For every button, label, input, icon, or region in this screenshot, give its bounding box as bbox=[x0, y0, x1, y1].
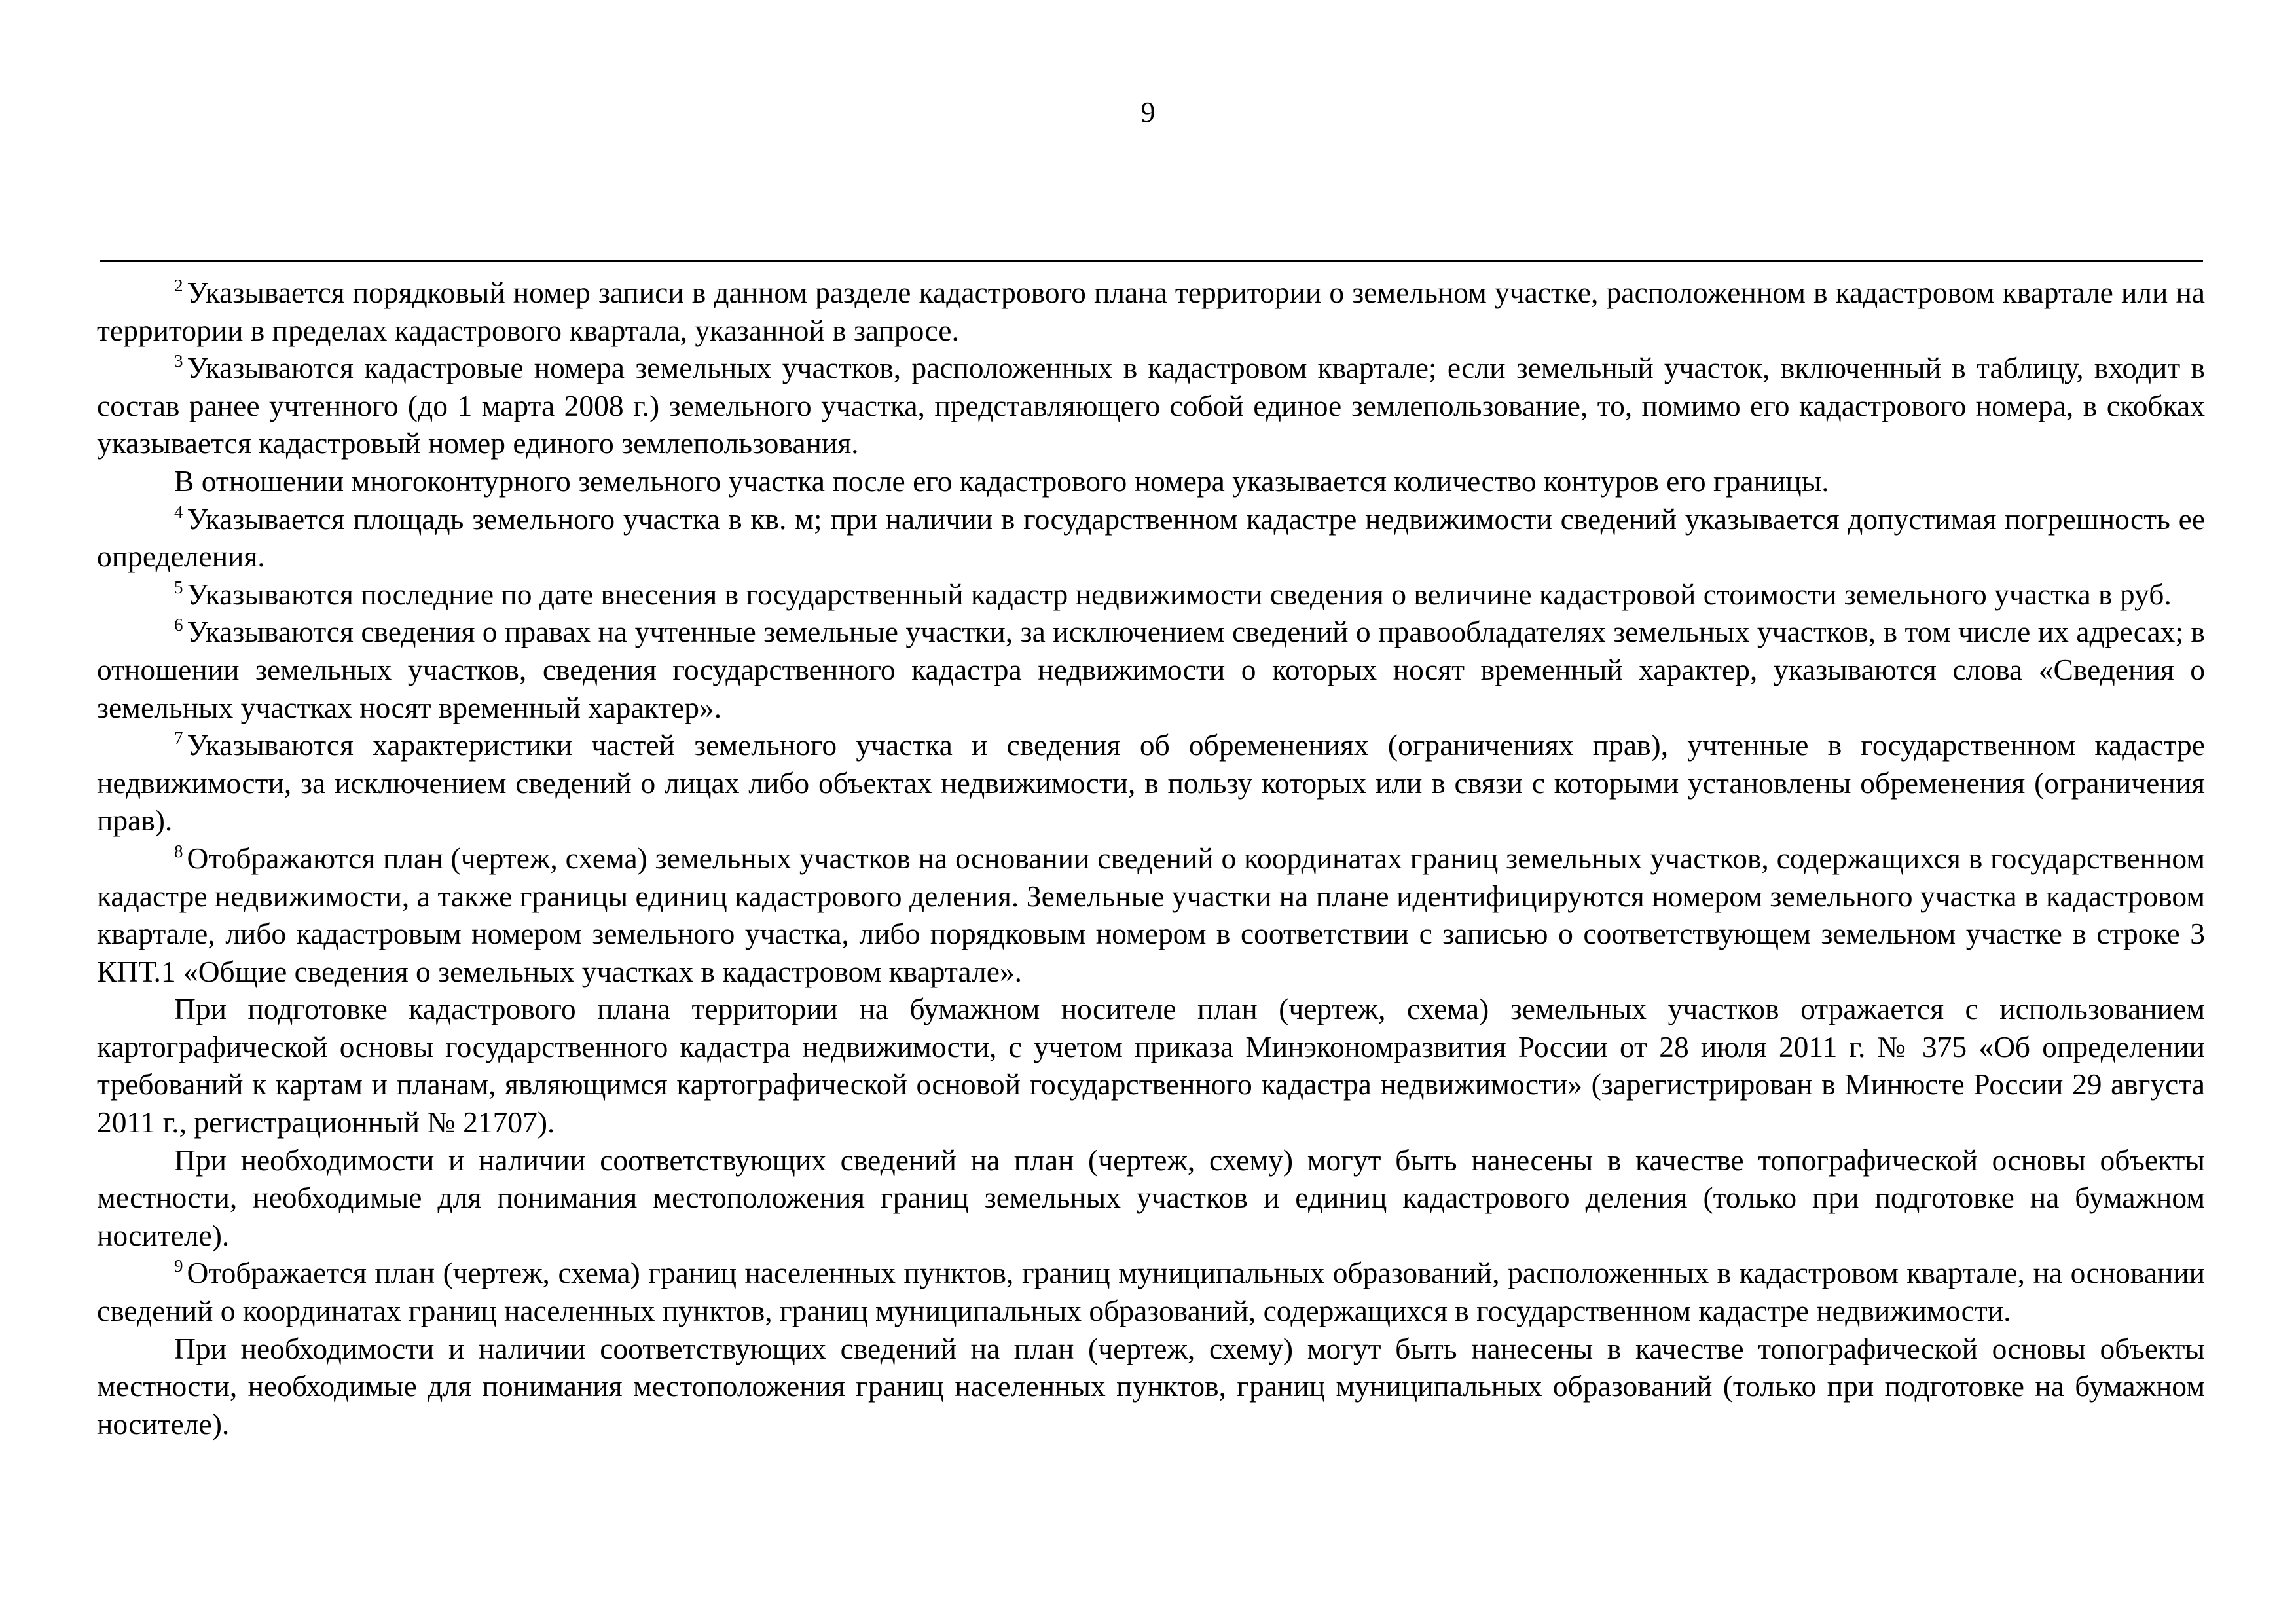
footnote-text: При подготовке кадастрового плана территории на бумажном носителе план (чертеж, схема) земельных участков отражается с использованием картографической основы государственного кадастра недвижимости, с учетом приказа Минэкономразвития России от 28 июля 2011 г. № 375 «Об определении требований к картам и планам, являющимся картографической основой государственного кадастра недвижимости» (зарегистрирован в Минюсте России 29 августа 2011 г., регистрационный № 21707). bbox=[97, 992, 2205, 1139]
footnote-8-continuation bbox=[97, 990, 2205, 1141]
footnote-7 bbox=[97, 726, 2205, 840]
footnote-3-continuation bbox=[97, 462, 2205, 500]
footnote-text: Указываются кадастровые номера земельных участков, расположенных в кадастровом квартале; если земельный участок, включенный в таблицу, входит в состав ранее учтенного (до 1 марта 2008 г.) земельного участка, представляющего собой единое землепользование, то, помимо его кадастрового номера, в скобках указывается кадастровый номер единого землепользования. bbox=[97, 351, 2205, 460]
footnote-text: Указываются последние по дате внесения в государственный кадастр недвижимости сведения о величине кадастровой стоимости земельного участка в руб. bbox=[187, 577, 2172, 611]
footnote-text: Отображается план (чертеж, схема) границ населенных пунктов, границ муниципальных образований, расположенных в кадастровом квартале, на основании сведений о координатах границ населенных пунктов, границ муниципальных образований, содержащихся в государственном кадастре недвижимости. bbox=[97, 1256, 2205, 1328]
footnote-mark: 7 bbox=[174, 728, 183, 748]
footnote-text: Указывается порядковый номер записи в данном разделе кадастрового плана территории о земельном участке, расположенном в кадастровом квартале или на территории в пределах кадастрового квартала, указанной в запросе. bbox=[97, 276, 2205, 347]
footnote-5 bbox=[97, 576, 2205, 614]
footnote-2 bbox=[97, 274, 2205, 349]
footnote-text: Указываются сведения о правах на учтенные земельные участки, за исключением сведений о правообладателях земельных участков, в том числе их адресах; в отношении земельных участков, сведения государственного кадастра недвижимости о которых носят временный характер, указываются слова «Сведения о земельных участках носят временный характер». bbox=[97, 615, 2205, 724]
footnote-mark: 4 bbox=[174, 502, 183, 522]
footnote-mark: 8 bbox=[174, 841, 183, 861]
footnote-8 bbox=[97, 840, 2205, 990]
footnote-text: Отображаются план (чертеж, схема) земельных участков на основании сведений о координатах границ земельных участков, содержащихся в государственном кадастре недвижимости, а также границы единиц кадастрового деления. Земельные участки на плане идентифицируются номером земельного участка в кадастровом квартале, либо кадастровым номером земельного участка, либо порядковым номером в соответствии с записью о соответствующем земельном участке в строке 3 КПТ.1 «Общие сведения о земельных участках в кадастровом квартале». bbox=[97, 841, 2205, 988]
footnote-mark: 9 bbox=[174, 1256, 183, 1276]
footnote-8-continuation bbox=[97, 1141, 2205, 1255]
footnote-mark: 6 bbox=[174, 615, 183, 635]
footnote-6 bbox=[97, 613, 2205, 726]
footnote-3 bbox=[97, 349, 2205, 462]
footnote-text: Указывается площадь земельного участка в кв. м; при наличии в государственном кадастре недвижимости сведений указывается допустимая погрешность ее определения. bbox=[97, 502, 2205, 574]
footnote-text: В отношении многоконтурного земельного участка после его кадастрового номера указывается количество контуров его границы. bbox=[174, 464, 1829, 498]
footnote-9 bbox=[97, 1254, 2205, 1329]
footnote-mark: 5 bbox=[174, 577, 183, 597]
footnote-text: Указываются характеристики частей земельного участка и сведения об обременениях (ограничениях прав), учтенные в государственном кадастре недвижимости, за исключением сведений о лицах либо объектах недвижимости, в пользу которых или в связи с которыми установлены обременения (ограничения прав). bbox=[97, 728, 2205, 838]
footnotes-section bbox=[97, 274, 2205, 1443]
page-number: 9 bbox=[1140, 96, 1156, 128]
footnote-separator-line bbox=[100, 260, 2203, 262]
footnote-4 bbox=[97, 500, 2205, 576]
footnote-text: При необходимости и наличии соответствующих сведений на план (чертеж, схему) могут быть нанесены в качестве топографической основы объекты местности, необходимые для понимания местоположения границ земельных участков и единиц кадастрового деления (только при подготовке на бумажном носителе). bbox=[97, 1143, 2205, 1252]
footnote-mark: 3 bbox=[174, 351, 183, 371]
footnote-text: При необходимости и наличии соответствующих сведений на план (чертеж, схему) могут быть нанесены в качестве топографической основы объекты местности, необходимые для понимания местоположения границ населенных пунктов, границ муниципальных образований (только при подготовке на бумажном носителе). bbox=[97, 1331, 2205, 1441]
footnote-mark: 2 bbox=[174, 276, 183, 295]
footnote-9-continuation bbox=[97, 1330, 2205, 1443]
